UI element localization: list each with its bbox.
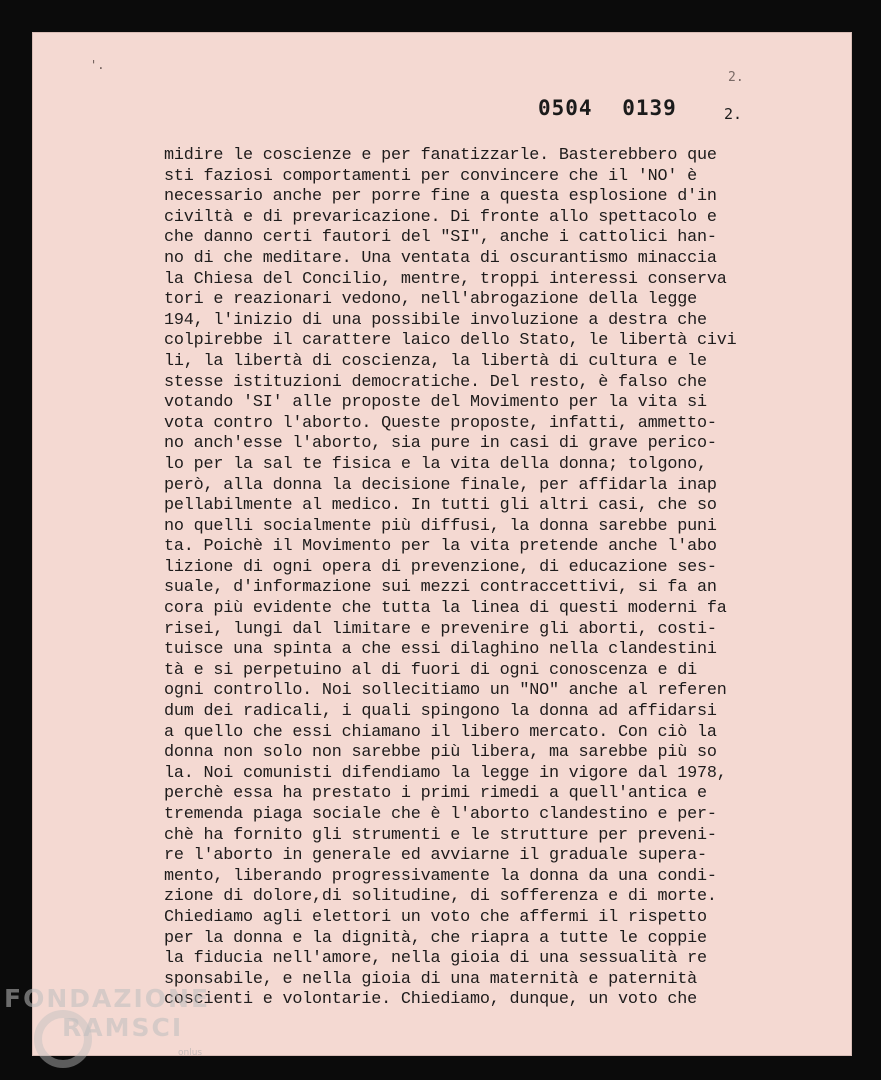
watermark-line-1: FONDAZIONE <box>4 984 211 1013</box>
document-code: 0504 0139 <box>538 96 677 120</box>
corner-mark: 2. <box>728 70 744 85</box>
text-line: 194, l'inizio di una possibile involuzione a destra che <box>164 310 707 330</box>
text-line: ta. Poichè il Movimento per la vita pretende anche l'abo <box>164 537 717 557</box>
page-number: 2. <box>724 105 743 123</box>
text-line: tuisce una spinta a che essi dilaghino nella clandestini <box>164 640 717 660</box>
text-line: sti faziosi comportamenti per convincere che il 'NO' è <box>164 166 698 186</box>
text-line: suale, d'informazione sui mezzi contraccettivi, si fa an <box>164 578 717 598</box>
text-line: no anch'esse l'aborto, sia pure in casi di grave perico- <box>164 434 717 454</box>
text-line: pellabilmente al medico. In tutti gli altri casi, che so <box>164 496 717 516</box>
text-line: midire le coscienze e per fanatizzarle. Basterebbero que <box>164 146 717 165</box>
text-line: tà e si perpetuino al di fuori di ogni conoscenza e di <box>164 660 698 680</box>
text-line: che danno certi fautori del "SI", anche i cattolici han- <box>164 228 717 248</box>
text-line: zione di dolore,di solitudine, di sofferenza e di morte. <box>164 887 717 907</box>
page-mark: '. <box>90 58 105 72</box>
text-line: lizione di ogni opera di prevenzione, di educazione ses- <box>164 557 717 577</box>
text-line: dum dei radicali, i quali spingono la donna ad affidarsi <box>164 702 717 722</box>
text-line: cora più evidente che tutta la linea di questi moderni fa <box>164 599 727 619</box>
text-line: colpirebbe il carattere laico dello Stato, le libertà civi <box>164 331 737 351</box>
text-line: tori e reazionari vedono, nell'abrogazione della legge <box>164 290 698 310</box>
document-page <box>32 32 852 1056</box>
text-line: ogni controllo. Noi sollecitiamo un "NO" anche al referen <box>164 681 727 701</box>
text-line: a quello che essi chiamano il libero mercato. Con ciò la <box>164 722 717 742</box>
text-line: perchè essa ha prestato i primi rimedi a quell'antica e <box>164 784 707 804</box>
text-line: donna non solo non sarebbe più libera, ma sarebbe più so <box>164 743 717 763</box>
document-body <box>164 146 784 1011</box>
text-line: no quelli socialmente più diffusi, la donna sarebbe puni <box>164 516 717 536</box>
text-line: però, alla donna la decisione finale, per affidarla inap <box>164 475 717 495</box>
text-line: stesse istituzioni democratiche. Del resto, è falso che <box>164 372 707 392</box>
text-line: necessario anche per porre fine a questa esplosione d'in <box>164 187 717 207</box>
watermark <box>4 986 210 1040</box>
text-line: tremenda piaga sociale che è l'aborto clandestino e per- <box>164 805 717 824</box>
text-line: no di che meditare. Una ventata di oscurantismo minaccia <box>164 248 717 268</box>
text-line: re l'aborto in generale ed avviarne il graduale supera- <box>164 846 707 866</box>
watermark-small-text: onlus <box>178 1048 203 1058</box>
text-line: li, la libertà di coscienza, la libertà di cultura e le <box>164 351 707 371</box>
text-line: sponsabile, e nella gioia di una maternità e paternità <box>164 969 698 989</box>
text-line: Chiediamo agli elettori un voto che affermi il rispetto <box>164 907 707 927</box>
text-line: risei, lungi dal limitare e prevenire gli aborti, costi- <box>164 619 717 639</box>
text-line: per la donna e la dignità, che riapra a tutte le coppie <box>164 928 707 948</box>
text-line: mento, liberando progressivamente la donna da una condi- <box>164 866 717 886</box>
text-line: la Chiesa del Concilio, mentre, troppi interessi conserva <box>164 269 727 289</box>
text-line: la fiducia nell'amore, nella gioia di una sessualità re <box>164 949 707 969</box>
watermark-line-2: RAMSCI <box>62 1013 184 1042</box>
text-line: votando 'SI' alle proposte del Movimento per la vita si <box>164 393 707 413</box>
text-line: vota contro l'aborto. Queste proposte, infatti, ammetto- <box>164 413 717 433</box>
text-line: chè ha fornito gli strumenti e le strutture per preveni- <box>164 825 717 845</box>
text-line: civiltà e di prevaricazione. Di fronte allo spettacolo e <box>164 207 717 227</box>
text-line: coscienti e volontarie. Chiediamo, dunque, un voto che <box>164 990 698 1010</box>
text-line: lo per la sal te fisica e la vita della donna; tolgono, <box>164 454 707 474</box>
text-line: la. Noi comunisti difendiamo la legge in vigore dal 1978, <box>164 763 727 783</box>
